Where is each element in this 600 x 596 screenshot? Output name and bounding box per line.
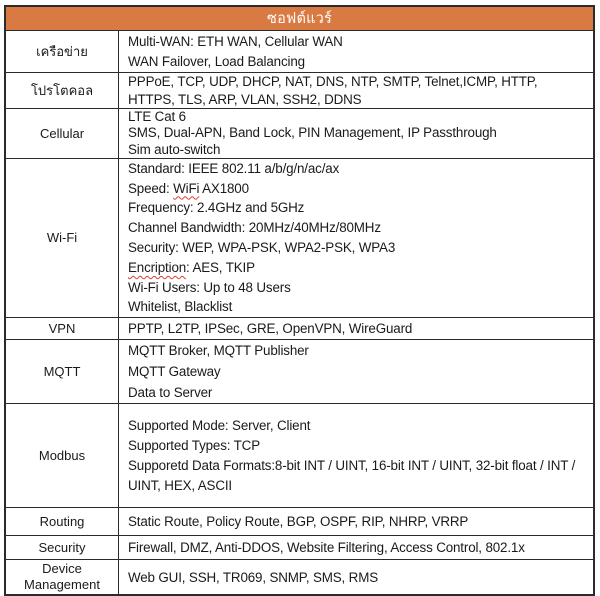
spec-line: MQTT Broker, MQTT Publisher: [128, 343, 309, 358]
row-values: [119, 73, 593, 108]
spec-line: PPPoE, TCP, UDP, DHCP, NAT, DNS, NTP, SMTP, Telnet,ICMP, HTTP, HTTPS, TLS, ARP, VLAN, SSH2, DDNS: [128, 73, 538, 107]
spec-line: Data to Server: [128, 385, 213, 400]
spec-line: LTE Cat 6: [128, 108, 186, 124]
row-label: VPN: [6, 318, 119, 339]
spec-row-protocol: [6, 72, 593, 108]
row-values: [119, 508, 593, 535]
spec-line: SMS, Dual-APN, Band Lock, PIN Management, IP Passthrough: [128, 125, 497, 141]
table-title: ซอฟต์แวร์: [267, 11, 332, 27]
spec-row-modbus: [6, 403, 593, 507]
row-label: MQTT: [6, 340, 119, 403]
spec-line: Supported Mode: Server, Client: [128, 417, 311, 433]
spec-row-routing: [6, 507, 593, 535]
spec-line: Frequency: 2.4GHz and 5GHz: [128, 200, 305, 216]
row-values: [119, 31, 593, 72]
spec-row-wifi: [6, 158, 593, 317]
spec-line: Supported Types: TCP: [128, 437, 260, 453]
misspelled-word: Encription: [128, 259, 187, 275]
row-values: [119, 318, 593, 339]
spec-line: Sim auto-switch: [128, 141, 221, 157]
row-values: [119, 560, 593, 594]
spec-row-cellular: [6, 108, 593, 158]
row-label: Modbus: [6, 404, 119, 507]
spec-line: Standard: IEEE 802.11 a/b/g/n/ac/ax: [128, 160, 340, 176]
row-label: Security: [6, 536, 119, 559]
spec-row-security: [6, 535, 593, 559]
table-body: [6, 30, 593, 594]
row-values: [119, 159, 593, 317]
spec-row-device-management: [6, 559, 593, 594]
row-label: Wi-Fi: [6, 159, 119, 317]
row-label: เครือข่าย: [6, 31, 119, 72]
spec-line: Web GUI, SSH, TR069, SNMP, SMS, RMS: [128, 569, 378, 585]
spec-row-mqtt: [6, 339, 593, 403]
row-label: Cellular: [6, 109, 119, 158]
spec-line: Security: WEP, WPA-PSK, WPA2-PSK, WPA3: [128, 240, 396, 255]
row-values: [119, 404, 593, 507]
spec-line: Channel Bandwidth: 20MHz/40MHz/80MHz: [128, 220, 381, 236]
spec-line: MQTT Gateway: [128, 364, 221, 379]
spec-line: WAN Failover, Load Balancing: [128, 53, 305, 69]
spec-line: PPTP, L2TP, IPSec, GRE, OpenVPN, WireGuard: [128, 320, 413, 336]
spec-line: Supporetd Data Formats:8-bit INT / UINT, 16-bit INT / UINT, 32-bit float / INT / UINT, HEX, ASCII: [128, 457, 576, 493]
row-label: โปรโตคอล: [6, 73, 119, 108]
spec-line: Whitelist, Blacklist: [128, 299, 233, 315]
spec-line: Static Route, Policy Route, BGP, OSPF, RIP, NHRP, VRRP: [128, 513, 469, 529]
row-values: [119, 340, 593, 403]
row-label: Routing: [6, 508, 119, 535]
software-spec-table: [4, 5, 595, 596]
table-header: [6, 7, 593, 30]
spec-line: Firewall, DMZ, Anti-DDOS, Website Filtering, Access Control, 802.1x: [128, 539, 525, 555]
row-label: Device Management: [6, 560, 119, 594]
spec-line: Encription: AES, TKIP: [128, 259, 255, 275]
spec-row-vpn: [6, 317, 593, 339]
misspelled-word: WiFi: [173, 180, 200, 196]
spec-row-network: [6, 30, 593, 72]
spec-line: Wi-Fi Users: Up to 48 Users: [128, 279, 291, 295]
row-values: [119, 109, 593, 158]
row-values: [119, 536, 593, 559]
spec-line: Multi-WAN: ETH WAN, Cellular WAN: [128, 33, 343, 49]
spec-line: Speed: WiFi AX1800: [128, 180, 249, 196]
